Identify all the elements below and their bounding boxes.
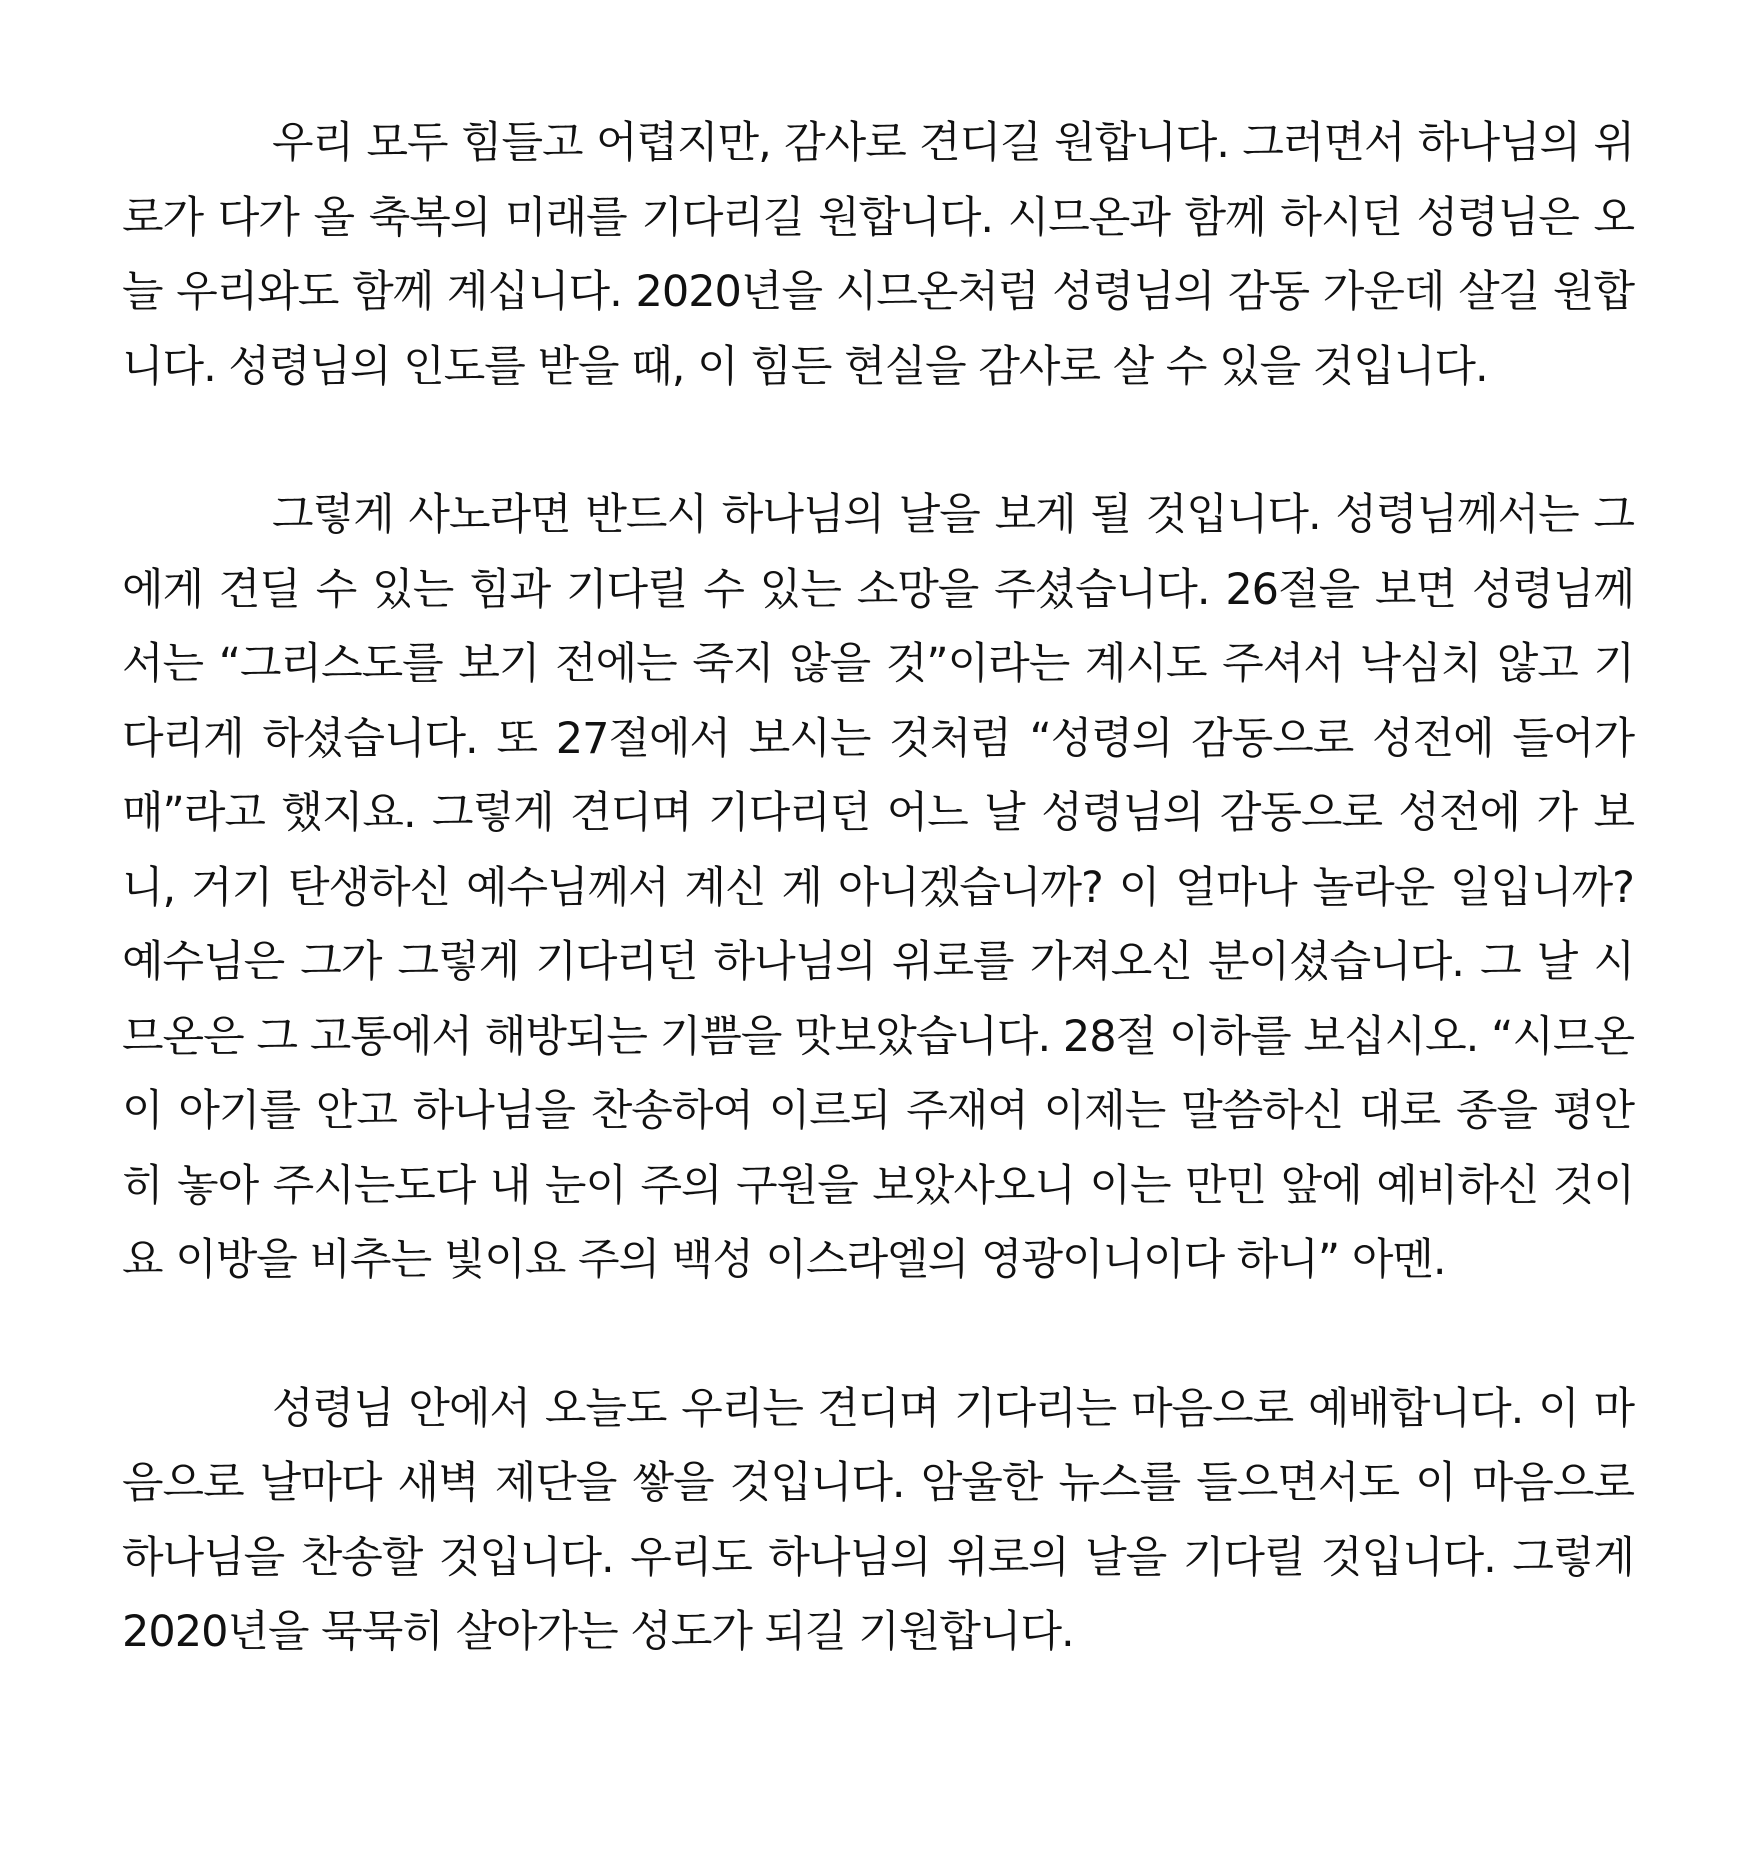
paragraph-1: 우리 모두 힘들고 어렵지만, 감사로 견디길 원합니다. 그러면서 하나님의 위로가 다가 올 축복의 미래를 기다리길 원합니다. 시므온과 함께 하시던 성령님은 오늘 우리와도 함께 계십니다. 2020년을 시므온처럼 성령님의 감동 가운데 살길 원합니다. 성령님의 인도를 받을 때, 이 힘든 현실을 감사로 살 수 있을 것입니다.	[122, 118, 1634, 392]
paragraph-3: 성령님 안에서 오늘도 우리는 견디며 기다리는 마음으로 예배합니다. 이 마음으로 날마다 새벽 제단을 쌓을 것입니다. 암울한 뉴스를 들으면서도 이 마음으로 하나님을 찬송할 것입니다. 우리도 하나님의 위로의 날을 기다릴 것입니다. 그렇게 2020년을 묵묵히 살아가는 성도가 되길 기원합니다.	[122, 1383, 1634, 1657]
document-body	[122, 106, 1634, 1670]
paragraph-2: 그렇게 사노라면 반드시 하나님의 날을 보게 될 것입니다. 성령님께서는 그에게 견딜 수 있는 힘과 기다릴 수 있는 소망을 주셨습니다. 26절을 보면 성령님께서는 “그리스도를 보기 전에는 죽지 않을 것”이라는 계시도 주셔서 낙심치 않고 기다리게 하셨습니다. 또 27절에서 보시는 것처럼 “성령의 감동으로 성전에 들어가매”라고 했지요. 그렇게 견디며 기다리던 어느 날 성령님의 감동으로 성전에 가 보니, 거기 탄생하신 예수님께서 계신 게 아니겠습니까? 이 얼마나 놀라운 일입니까? 예수님은 그가 그렇게 기다리던 하나님의 위로를 가져오신 분이셨습니다. 그 날 시므온은 그 고통에서 해방되는 기쁨을 맛보았습니다. 28절 이하를 보십시오. “시므온이 아기를 안고 하나님을 찬송하여 이르되 주재여 이제는 말씀하신 대로 종을 평안히 놓아 주시는도다 내 눈이 주의 구원을 보았사오니 이는 만민 앞에 예비하신 것이요 이방을 비추는 빛이요 주의 백성 이스라엘의 영광이니이다 하니” 아멘.	[122, 490, 1634, 1285]
